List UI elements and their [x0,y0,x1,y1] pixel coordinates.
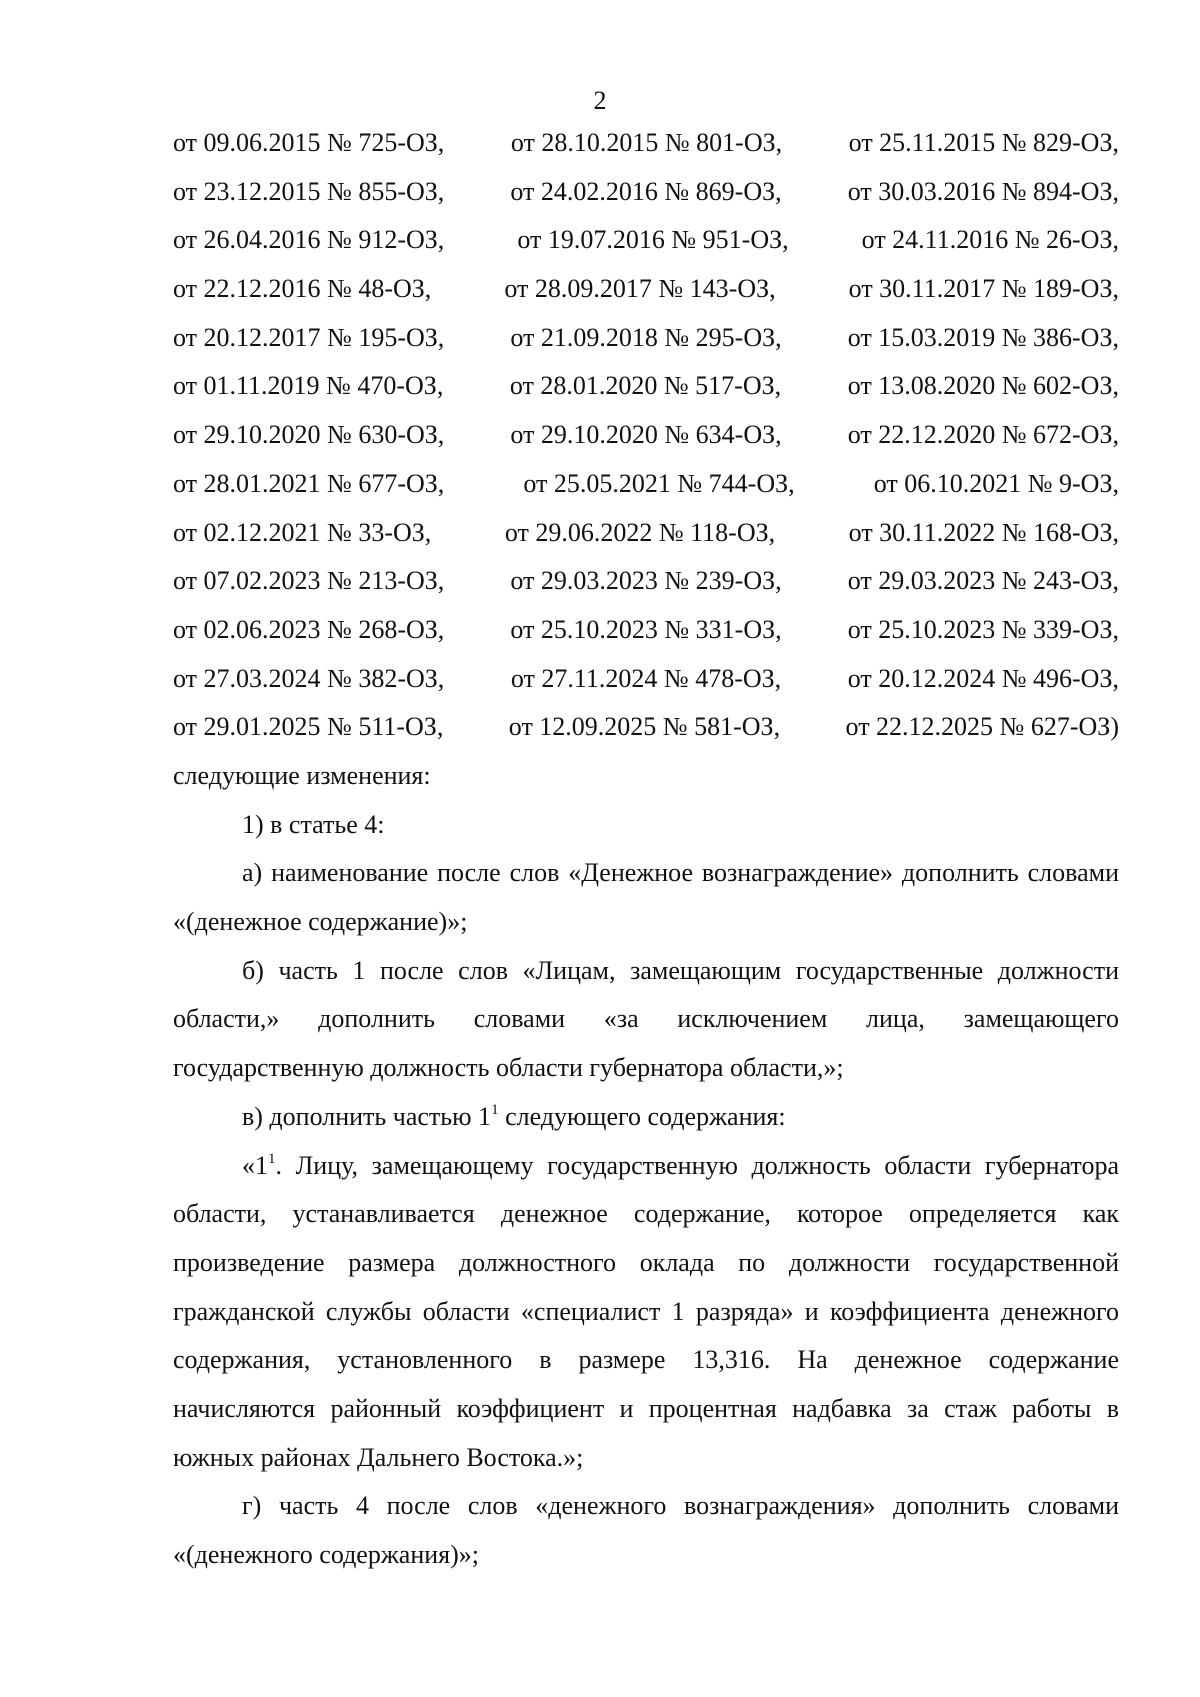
amendment-line [173,168,1119,217]
amendment-reference: от 29.03.2023 № 243-ОЗ, [847,566,1119,596]
amendment-reference: от 25.10.2023 № 339-ОЗ, [847,614,1119,644]
amendment-line [173,509,1119,558]
amendment-line [173,703,1119,752]
amendment-line [173,216,1119,265]
amendment-reference: от 22.12.2020 № 672-ОЗ, [847,420,1119,450]
new-part-quote [173,1142,1119,1483]
amendment-reference: от 23.12.2015 № 855-ОЗ, [173,176,445,206]
amendment-reference: от 12.09.2025 № 581-ОЗ, [508,712,781,742]
item-g-text: г) часть 4 после слов «денежного вознаграждения» дополнить словами «(денежного содержания)»; [173,1491,1119,1570]
amendment-reference: от 30.03.2016 № 894-ОЗ, [847,176,1119,206]
amendment-reference: от 29.03.2023 № 239-ОЗ, [510,566,782,596]
quote-text: . Лицу, замещающему государственную должность области губернатора области, устанавливается денежное содержание, которое определяется как произведение размера должностного оклада по должности государственной гражданской службы области «специалист 1 разряда» и коэффициента денежного содержания, установленного в размере 13,316. На денежное содержание начисляются районный коэффициент и процентная надбавка за стаж работы в южных районах Дальнего Востока.»; [173,1150,1119,1472]
item-1-text: 1) в статье 4: [242,809,385,839]
amendment-reference: от 27.11.2024 № 478-ОЗ, [510,663,782,693]
amendment-list [173,119,1119,752]
amendment-line [173,606,1119,655]
amendment-line [173,119,1119,168]
item-v-text [173,1093,1119,1142]
amendment-reference: от 20.12.2017 № 195-ОЗ, [173,322,445,352]
amendment-reference: от 29.01.2025 № 511-ОЗ, [173,712,444,742]
amendment-reference: от 25.11.2015 № 829-ОЗ, [848,128,1119,157]
amendment-line [173,411,1119,460]
amendment-line [173,655,1119,704]
amendment-reference: от 30.11.2022 № 168-ОЗ, [848,517,1119,547]
item-v-before: в) дополнить частью 1 [242,1101,492,1131]
amendment-reference: от 02.12.2021 № 33-ОЗ, [173,517,432,547]
item-v-superscript: 1 [491,1101,499,1118]
amendment-reference: от 20.12.2024 № 496-ОЗ, [847,663,1119,693]
amendment-reference: от 22.12.2025 № 627-ОЗ) [845,712,1119,742]
amendment-reference: от 29.10.2020 № 634-ОЗ, [510,420,782,450]
amendment-reference: от 26.04.2016 № 912-ОЗ, [173,225,445,255]
page-number: 2 [593,86,607,115]
item-v-after: следующего содержания: [498,1101,786,1131]
amendment-reference: от 07.02.2023 № 213-ОЗ, [173,566,445,596]
amendment-reference: от 28.10.2015 № 801-ОЗ, [510,128,783,157]
amendment-reference: от 27.03.2024 № 382-ОЗ, [173,663,445,693]
amendment-line [173,460,1119,509]
quote-open: «1 [242,1150,268,1180]
quote-superscript: 1 [268,1150,276,1167]
amendment-reference: от 15.03.2019 № 386-ОЗ, [847,322,1119,352]
amendment-reference: от 22.12.2016 № 48-ОЗ, [173,274,432,304]
amendment-reference: от 28.09.2017 № 143-ОЗ, [504,274,776,304]
amendment-reference: от 21.09.2018 № 295-ОЗ, [510,322,782,352]
amendment-reference: от 13.08.2020 № 602-ОЗ, [847,371,1119,401]
amendment-reference: от 01.11.2019 № 470-ОЗ, [173,371,444,401]
amendment-reference: от 09.06.2015 № 725-ОЗ, [173,128,445,157]
amendment-reference: от 24.11.2016 № 26-ОЗ, [861,225,1119,255]
amendment-reference: от 28.01.2020 № 517-ОЗ, [509,371,782,401]
amendment-reference: от 19.07.2016 № 951-ОЗ, [517,225,789,255]
amendment-reference: от 25.05.2021 № 744-ОЗ, [523,468,795,498]
amendment-reference: от 06.10.2021 № 9-ОЗ, [873,468,1119,498]
amendment-line [173,265,1119,314]
amendment-line [173,557,1119,606]
document-body [173,119,1119,1580]
following-changes-text: следующие изменения: [173,760,431,790]
amendment-reference: от 30.11.2017 № 189-ОЗ, [848,274,1119,304]
amendment-line [173,314,1119,363]
amendment-reference: от 25.10.2023 № 331-ОЗ, [510,614,782,644]
amendment-reference: от 02.06.2023 № 268-ОЗ, [173,614,445,644]
amendment-reference: от 24.02.2016 № 869-ОЗ, [510,176,782,206]
amendment-reference: от 29.06.2022 № 118-ОЗ, [504,517,776,547]
amendment-reference: от 29.10.2020 № 630-ОЗ, [173,420,445,450]
item-a-text: а) наименование после слов «Денежное вознаграждение» дополнить словами «(денежное содержание)»; [173,858,1119,937]
amendment-line [173,362,1119,411]
amendment-reference: от 28.01.2021 № 677-ОЗ, [173,468,445,498]
item-b-text: б) часть 1 после слов «Лицам, замещающим государственные должности области,» дополнить словами «за исключением лица, замещающего государственную должность области губернатора области,»; [173,955,1119,1083]
